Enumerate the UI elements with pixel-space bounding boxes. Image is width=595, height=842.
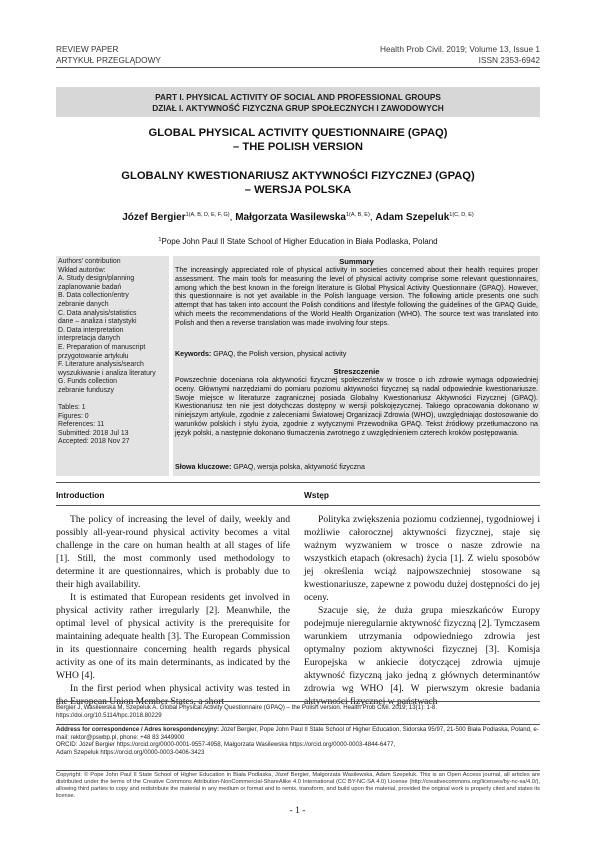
footer-rule — [56, 701, 540, 702]
issn: ISSN 2353-6942 — [478, 55, 540, 65]
author-name: Adam Szepeluk — [375, 212, 450, 223]
contribution-line: A. Study design/planning — [58, 275, 135, 283]
paragraph: Polityka zwiększenia poziomu codziennej, tygodniowej i możliwie całorocznej aktywności fizycznej, staje się ważnym wyzwaniem w trosce o nasze zdrowie na wszystkich etapach (okresach) życia [1]. Z wielu sposobów jej określenia wciąż najpowszechniej stosowane są kwestionariusze, zapewne z powodu dużej dostępności do jej oceny. — [304, 514, 540, 603]
streszczenie-keywords — [175, 463, 538, 471]
orcid-line: ORCID: Józef Bergier https://orcid.org/0000-0001-9557-4958, Małgorzata Wasilewska https://orcid.org/0000-0003-4844-6477, — [56, 741, 396, 749]
wstep-heading: Wstęp — [304, 490, 329, 500]
contribution-line: przygotowanie artykułu — [58, 352, 129, 360]
stat-figures: Figures: 0 — [58, 412, 89, 420]
keywords-text: GPAQ, the Polish version, physical activity — [213, 350, 347, 358]
summary-text: The increasingly appreciated role of physical activity in societies concerned about their health requires proper assessment. The main tools for measuring the level of physical activity comprise some relevant questionnaires, among which the best known in the foreign literature is Global Physical Activity Questionnaire (GPAQ). However, this questionnaire is not yet available in the Polish language version. The following article presents one such attempt that has taken into account the Polish conditions and lifestyle following the guidelines of the GPAQ Guide, which meets the recommendations of the World Health Organization (WHO). The source text was translated into Polish and then a reverse translation was made involving four steps. — [175, 266, 538, 327]
title-en-line-1: GLOBAL PHYSICAL ACTIVITY QUESTIONNAIRE (GPAQ) — [148, 127, 448, 139]
summary-heading: Summary — [339, 257, 374, 266]
introduction-heading: Introduction — [56, 490, 105, 500]
journal-name: Health Prob Civil. 2019; Volume 13, Issue 1 — [379, 44, 540, 54]
contribution-line: zebranie funduszy — [58, 386, 114, 394]
title-pl-line-1: GLOBALNY KWESTIONARIUSZ AKTYWNOŚCI FIZYCZNEJ (GPAQ) — [121, 170, 475, 182]
keywords-text-pl: GPAQ, wersja polska, aktywność fizyczna — [233, 463, 365, 471]
footer-rule-2 — [56, 724, 540, 725]
article-stats — [58, 404, 130, 447]
doi-link[interactable]: https://doi.org/10.5114/hpc.2018.80229 — [56, 711, 162, 719]
contribution-line: F. Literature analysis/search — [58, 361, 144, 369]
copyright: Copyright: © Pope John Paul II State School of Higher Education in Biała Podlaska, Józef Bergier, Małgorzata Wasilewska, Adam Szepeluk. This is an Open Access journal, all articles are distributed under the terms of the Creative Commons Attribution-NonCommercial-ShareAlike 4.0 International (CC BY-NC-SA 4.0) License (http://creativecommons.org/licenses/by-nc-sa/4.0/), allowing third parties to copy and redistribute the material in any medium or format and to remix, transform, and build upon the material, provided the original work is properly cited and states its license. — [56, 772, 540, 800]
title-en — [56, 126, 540, 154]
contribution-line: D. Data interpretation — [58, 326, 124, 334]
paragraph: The policy of increasing the level of daily, weekly and possibly all-year-round physical activity becomes a vital challenge in the care on human health at all stages of life [1]. Still, the most commonly used methodology to determine it are questionnaires, which is probably due to their high availability. — [56, 514, 290, 590]
affiliation-text: Pope John Paul II State School of Higher Education in Biała Podlaska, Poland — [161, 237, 438, 246]
section-rule-top — [56, 482, 540, 483]
journal-info — [380, 44, 540, 66]
page-number: - 1 - — [289, 806, 306, 816]
title-en-line-2: – THE POLISH VERSION — [233, 141, 363, 153]
stat-accepted: Accepted: 2018 Nov 27 — [58, 438, 130, 446]
contribution-line: E. Preparation of manuscript — [58, 343, 146, 351]
author-contribution: 1(C, D, E) — [449, 212, 474, 218]
author-contributions — [58, 258, 156, 396]
title-pl-line-2: – WERSJA POLSKA — [244, 184, 352, 196]
citation-line: Bergier J, Wasilewska M, Szepeluk A. Global Physical Activity Questionnaire (GPAQ) – the Polish version. Health Prob Civil. 2019; 13(1): 1-8. — [56, 704, 438, 711]
author-name: Józef Bergier — [122, 212, 186, 223]
contribution-line: zebranie danych — [58, 300, 109, 308]
part-title-pl: DZIAŁ I. AKTYWNOŚĆ FIZYCZNA GRUP SPOŁECZNYCH I ZAWODOWYCH — [152, 102, 444, 113]
contribution-line: wyszukiwanie i analiza literatury — [58, 369, 156, 377]
citation — [56, 704, 540, 719]
contribution-line: interpretacja danych — [58, 335, 121, 343]
article-type — [56, 44, 161, 66]
contribution-line: B. Data collection/entry — [58, 292, 129, 300]
correspondence-text: Józef Bergier, Pope John Paul II State School of Higher Education, Sidorska 95/97, 21-500 Biała Podlaska, Poland, e-mail: rektor@pswbp.pl, phone: +48 83 3449900 — [56, 726, 539, 741]
orcid-line: Adam Szepeluk https://orcid.org/0000-0003-0406-3423 — [56, 748, 205, 756]
streszczenie-text: Powszechnie doceniana rola aktywności fizycznej społeczeństw w trosce o ich zdrowie wymaga odpowiedniej oceny. Głównymi narzędziami do pomiaru poziomu aktywności fizycznej są nadal odpowiednie kwestionariusze. Swoje miejsce w literaturze zagranicznej posiada Globalny Kwestionariusz Aktywności Fizycznej (GPAQ). Kwestionariusz ten nie jest dotychczas dostępny w wersji polskojęzycznej. Takiego opracowania dokonano w niniejszym artykule, zgodnie z zaleceniami Światowej Organizacji Zdrowia (WHO), uwzględniając dostosowanie do warunków polskich i stylu życia, zgodnie z wytycznymi Przewodnika GPAQ. Tekst źródłowy przetłumaczono na język polski, a następnie dokonano tłumaczenia zwrotnego z uwzględnieniem czterech kroków postępowania. — [175, 376, 538, 437]
title-pl — [56, 169, 540, 197]
contribution-line: C. Data analysis/statistics — [58, 309, 137, 317]
correspondence-label: Address for correspondence / Adres korespondencyjny: — [56, 726, 219, 733]
paragraph: Szacuje się, że duża grupa mieszkańców Europy podejmuje nieregularnie aktywność fizyczną [2]. Tymczasem warunkiem utrzymania odpowiedniego zdrowia jest optymalny poziom aktywności fizycznej [3]. Komisja Europejska w ankiecie dotyczącej zdrowia ujmuje aktywność fizyczną jako jedną z głównych determinantów zdrowia wg WHO [4]. W pierwszym okresie badania aktywności fizycznej w państwach — [304, 605, 540, 707]
keywords-label-pl: Słowa kluczowe: — [175, 463, 232, 471]
contribution-line: dane – analiza i statystyki — [58, 318, 137, 326]
article-type-pl: ARTYKUŁ PRZEGLĄDOWY — [56, 55, 161, 65]
stat-references: References: 11 — [58, 421, 105, 429]
section-rule-bottom — [56, 505, 540, 506]
introduction-body — [56, 513, 290, 708]
footer-rule-3 — [56, 770, 540, 771]
author-name: Małgorzata Wasilewska — [235, 212, 346, 223]
contribution-line: zaplanowanie badań — [58, 283, 122, 291]
author-contribution: 1(A, B, D, E, F, G) — [185, 212, 230, 218]
summary-keywords — [175, 350, 538, 358]
part-banner — [56, 87, 540, 117]
affiliation — [56, 237, 540, 246]
paragraph: In the first period when physical activity was tested in the European Union Member States, a short — [56, 683, 290, 707]
streszczenie-heading: Streszczenie — [333, 367, 380, 376]
author-contribution: 1(A, B, E) — [345, 212, 370, 218]
affiliation-marker: 1 — [158, 237, 162, 243]
contribution-line: Wkład autorów: — [58, 266, 106, 274]
article-type-en: REVIEW PAPER — [56, 44, 119, 54]
summary-heading-wrap — [173, 257, 540, 266]
streszczenie-heading-wrap — [173, 367, 540, 376]
paragraph: It is estimated that European residents get involved in physical activity rather irregularly [2]. Meanwhile, the optimal level of physical activity is the prerequisite for maintaining adequate health [3]. The European Commission in its questionnaire concerning health regards physical activity as one of its main determinants, as indicated by the WHO [4]. — [56, 592, 290, 681]
part-title-en: PART I. PHYSICAL ACTIVITY OF SOCIAL AND PROFESSIONAL GROUPS — [155, 92, 441, 102]
contribution-line: Authors' contribution — [58, 258, 121, 265]
keywords-label: Keywords: — [175, 350, 212, 358]
stat-tables: Tables: 1 — [58, 404, 86, 411]
header-rule — [56, 67, 540, 68]
contribution-line: G. Funds collection — [58, 378, 117, 386]
stat-submitted: Submitted: 2018 Jul 13 — [58, 429, 129, 437]
author-list: Józef Bergier$^{1(A, B, D, E, F, G)}$, Małgorzata Wasilewska$^{1(A, B, E)}$, Adam Szepeluk$^{1(C, D, E)}$ — [122, 212, 474, 223]
wstep-body — [304, 513, 540, 708]
correspondence — [56, 726, 540, 756]
